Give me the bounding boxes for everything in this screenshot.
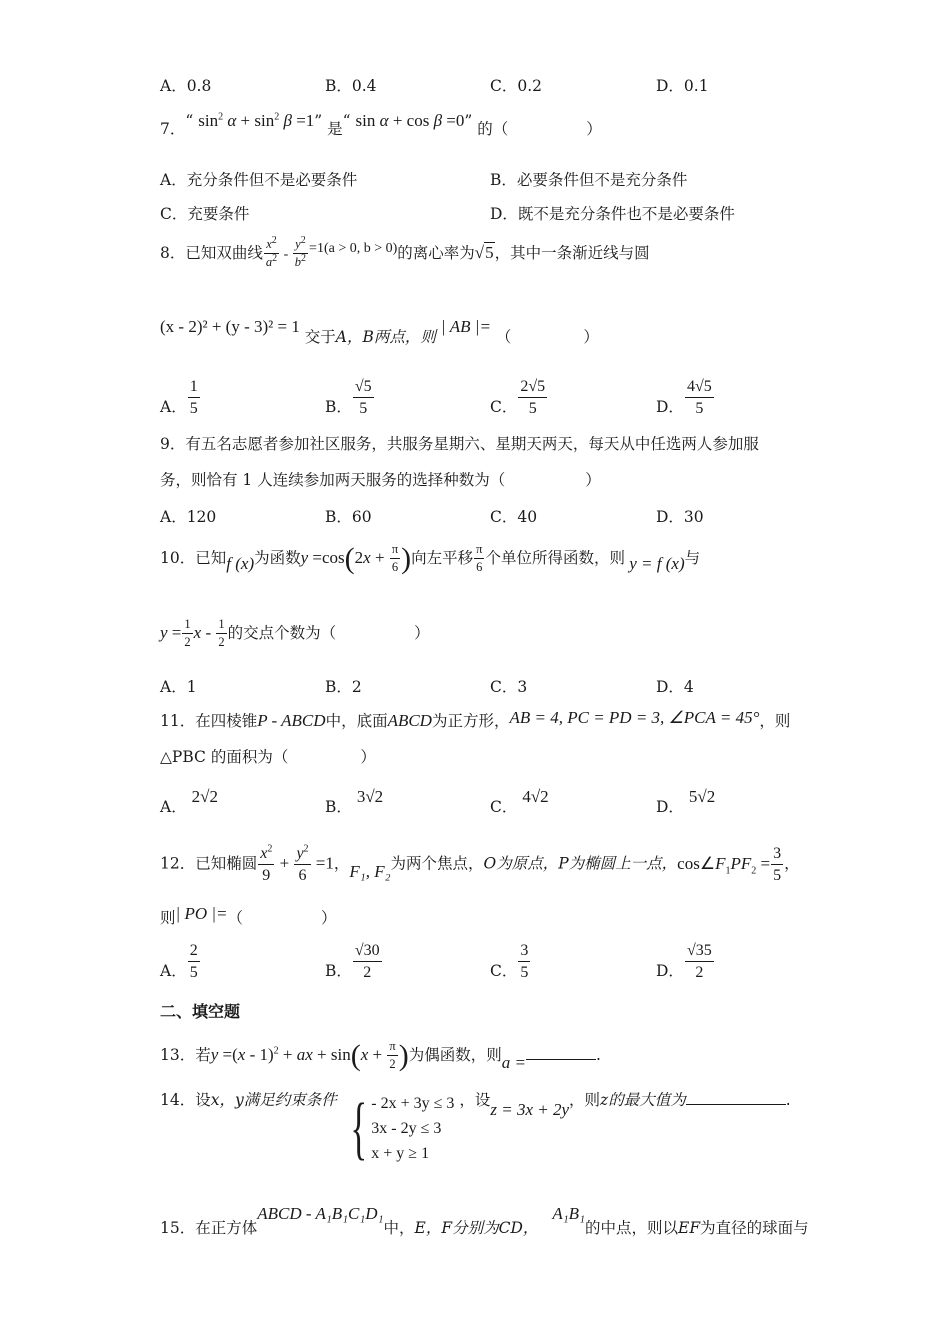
- q11-option-c: C． 4√2: [490, 787, 549, 816]
- q12-option-d: D． $\frac{√35}{2}$: [656, 942, 712, 981]
- q9-stem-line2: 务，则恰有 1 人连续参加两天服务的选择种数为（ ）: [160, 471, 601, 489]
- q12-stem-line2: 则| PO |=（ ）: [160, 904, 337, 927]
- q12-stem: 12．已知椭圆 $\frac{x^2}{9}$ + $\frac{y^2}{6}$ =1，F₁, F₂为两个焦点，O为原点，P为椭圆上一点，$\cos\angle F_1PF_2$ = $\frac{3}{5}$ ，: [160, 843, 800, 884]
- q7-option-a: A．充分条件但不是必要条件: [160, 171, 358, 189]
- q14-constraint-1: - 2x + 3y ≤ 3: [371, 1095, 455, 1112]
- q14-answer-blank[interactable]: [686, 1104, 786, 1105]
- q11-option-a: A． 2√2: [160, 787, 218, 816]
- section-fill-in-heading: 二、填空题: [160, 1002, 241, 1021]
- q12-option-b: B． $\frac{√30}{2}$: [325, 942, 380, 981]
- q11-stem: 11．在四棱锥P - ABCD中，底面ABCD为正方形，AB = 4, PC = PD = 3, ∠PCA = 45°，则: [160, 708, 791, 730]
- q6-option-b: B．0.4: [325, 77, 377, 95]
- q8-stem-line2: (x - 2)² + (y - 3)² = 1 交于A，B两点，则 | AB |= （ ）: [160, 317, 599, 346]
- q10-option-a: A．1: [160, 678, 197, 696]
- q9-option-a: A．120: [160, 508, 217, 526]
- q6-option-a: A．0.8: [160, 77, 212, 95]
- q6-option-d: D．0.1: [656, 77, 709, 95]
- q12-option-c: C． $\frac{3}{5}$: [490, 942, 529, 981]
- q11-option-d: D． 5√2: [656, 787, 716, 816]
- q11-option-b: B． 3√2: [325, 787, 384, 816]
- q10-option-d: D．4: [656, 678, 694, 696]
- q13-stem: 13．若y =(x - 1)$^2$ + ax + sin(x + $\frac{\pi}{2}$ )为偶函数，则a = .: [160, 1038, 601, 1072]
- q7-option-b: B．必要条件但不是充分条件: [490, 171, 688, 189]
- q8-option-b: B． $\frac{√5}{5}$: [325, 378, 372, 417]
- q9-option-c: C．40: [490, 508, 538, 526]
- q8-option-a: A． $\frac{1}{5}$: [160, 378, 198, 417]
- q14-constraint-3: x + y ≥ 1: [371, 1144, 430, 1162]
- q10-stem-line2: y = $\frac{1}{2}$ x - $\frac{1}{2}$ 的交点个数为（ ）: [160, 617, 430, 649]
- q13-answer-blank[interactable]: [526, 1059, 596, 1060]
- q8-option-c: C． $\frac{2√5}{5}$: [490, 378, 546, 417]
- q9-stem: 9．有五名志愿者参加社区服务，共服务星期六、星期天两天，每天从中任选两人参加服: [160, 435, 759, 453]
- q10-stem: 10．已知f (x)为函数y =cos(2x + $\frac{\pi}{6}$ )向左平移 $\frac{\pi}{6}$ 个单位所得函数，则 y = f (x)与: [160, 541, 701, 575]
- q14-stem: 14．设x，y满足约束条件 { - 2x + 3y ≤ 3 3x - 2y ≤ 3 x + y ≥ 1 ，设z = 3x + 2y，则z的最大值为 .: [160, 1090, 791, 1168]
- q6-option-c: C．0.2: [490, 77, 543, 95]
- q9-option-b: B．60: [325, 508, 372, 526]
- q9-option-d: D．30: [656, 508, 704, 526]
- q10-option-c: C．3: [490, 678, 528, 696]
- q7-stem: 7．“ $\sin^2 \alpha + \sin^2 \beta =1$” 是“ sin α + cos β =0” 的（ ）: [160, 111, 602, 138]
- q8-stem: 8．已知双曲线 $\frac{x^2}{a^2}$ - $\frac{y^2}{b^2}$ =1(a > 0, b > 0)的离心率为√5，其中一条渐近线与圆: [160, 234, 650, 269]
- q10-option-b: B．2: [325, 678, 362, 696]
- q14-constraint-system: { - 2x + 3y ≤ 3 3x - 2y ≤ 3 x + y ≥ 1: [350, 1090, 455, 1168]
- q11-stem-line2: △PBC 的面积为（ ）: [160, 748, 376, 766]
- q14-constraint-2: 3x - 2y ≤ 3: [371, 1119, 442, 1137]
- q12-option-a: A． $\frac{2}{5}$: [160, 942, 198, 981]
- q7-option-c: C．充要条件: [160, 205, 250, 223]
- q15-stem: 15．在正方体ABCD - A₁B₁C₁D₁中，E，F分别为CD，A₁B₁的中点，则以EF为直径的球面与: [160, 1204, 809, 1237]
- q7-option-d: D．既不是充分条件也不是必要条件: [490, 205, 735, 223]
- q8-option-d: D． $\frac{4√5}{5}$: [656, 378, 712, 417]
